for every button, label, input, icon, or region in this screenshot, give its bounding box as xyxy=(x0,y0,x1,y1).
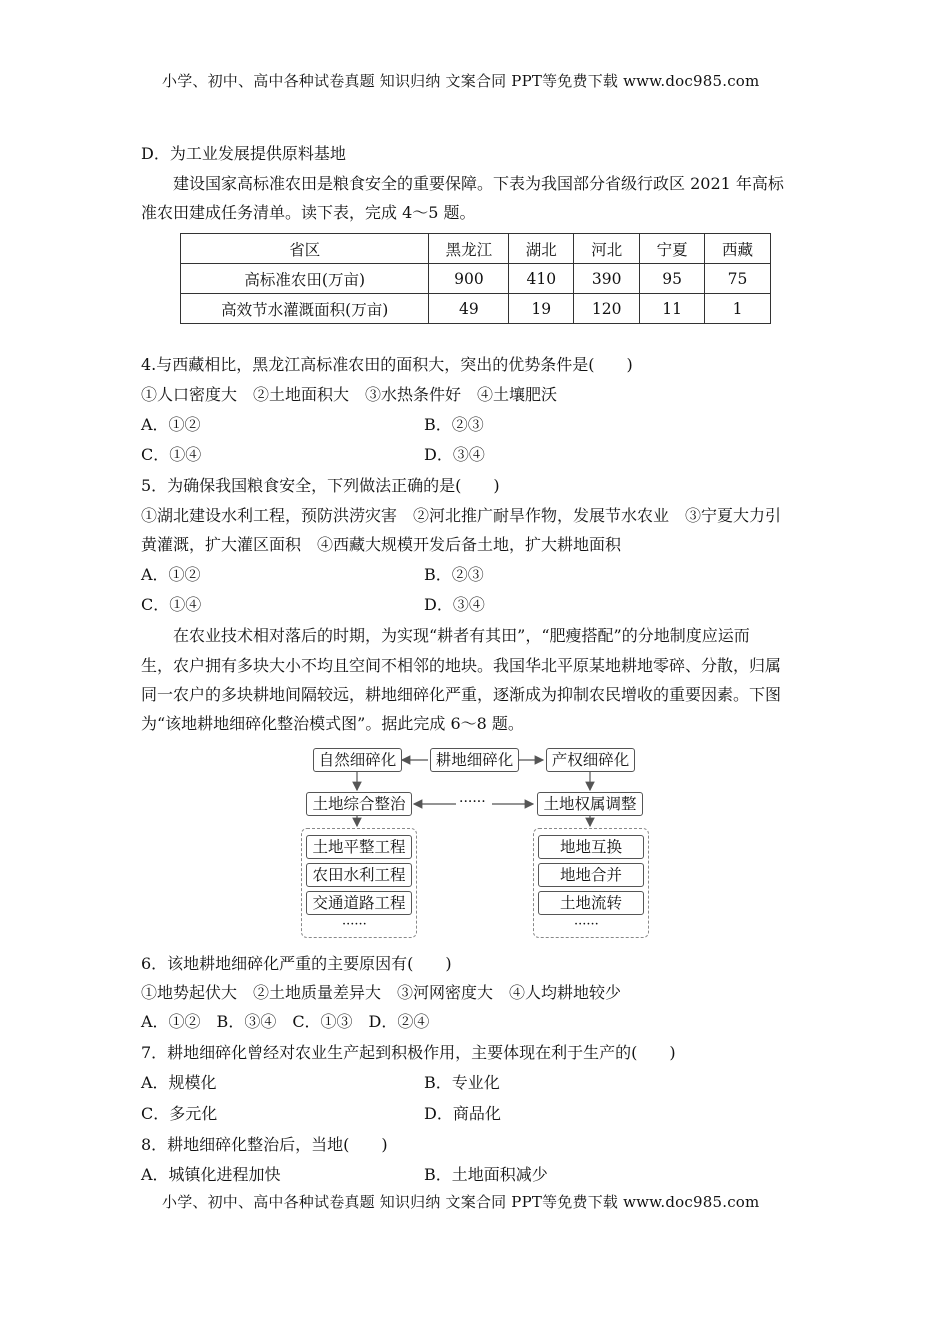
table-header-cell: 宁夏 xyxy=(640,234,705,264)
question-6-statements: ①地势起伏大 ②土地质量差异大 ③河网密度大 ④人均耕地较少 xyxy=(141,983,622,1002)
node-property-fragmentation: 产权细碎化 xyxy=(546,748,635,772)
question-5-option-c[interactable]: C．①④ xyxy=(141,595,202,614)
table-cell: 390 xyxy=(574,264,640,294)
question-8-option-a[interactable]: A．城镇化进程加快 xyxy=(141,1165,281,1184)
question-5-option-d[interactable]: D．③④ xyxy=(424,595,485,614)
table-cell: 高标准农田(万亩) xyxy=(181,264,429,294)
left-item-irrigation: 农田水利工程 xyxy=(306,863,412,887)
left-item-roads: 交通道路工程 xyxy=(306,891,412,915)
intro-paragraph-1-cont: 准农田建成任务清单。读下表，完成 4～5 题。 xyxy=(141,203,476,222)
question-4-option-a[interactable]: A．①② xyxy=(141,415,201,434)
question-8: 8．耕地细碎化整治后，当地( ) xyxy=(141,1135,388,1154)
intro-paragraph-2-cont3: 为“该地耕地细碎化整治模式图”。据此完成 6～8 题。 xyxy=(141,714,524,733)
question-5-option-b[interactable]: B．②③ xyxy=(424,565,484,584)
table-header-cell: 黑龙江 xyxy=(429,234,509,264)
right-item-more: ······ xyxy=(574,917,599,932)
question-6-choices[interactable]: A．①② B．③④ C．①③ D．②④ xyxy=(141,1012,430,1031)
table-cell: 19 xyxy=(509,294,574,324)
question-4-statements: ①人口密度大 ②土地面积大 ③水热条件好 ④土壤肥沃 xyxy=(141,385,558,404)
table-cell: 900 xyxy=(429,264,509,294)
right-item-transfer: 土地流转 xyxy=(538,891,644,915)
table-cell: 410 xyxy=(509,264,574,294)
question-6: 6．该地耕地细碎化严重的主要原因有( ) xyxy=(141,954,452,973)
right-item-exchange: 地地互换 xyxy=(538,835,644,859)
question-7-option-c[interactable]: C．多元化 xyxy=(141,1104,218,1123)
table-header-cell: 河北 xyxy=(574,234,640,264)
table-cell: 高效节水灌溉面积(万亩) xyxy=(181,294,429,324)
question-4-option-b[interactable]: B．②③ xyxy=(424,415,484,434)
question-5: 5．为确保我国粮食安全，下列做法正确的是( ) xyxy=(141,476,500,495)
question-5-statements-cont: 黄灌溉，扩大灌区面积 ④西藏大规模开发后备土地，扩大耕地面积 xyxy=(141,535,622,554)
table-cell: 95 xyxy=(640,264,705,294)
intro-paragraph-2: 在农业技术相对落后的时期，为实现“耕者有其田”，“肥瘦搭配”的分地制度应运而 xyxy=(173,626,750,645)
table-cell: 1 xyxy=(705,294,771,324)
question-7: 7．耕地细碎化曾经对农业生产起到积极作用，主要体现在利于生产的( ) xyxy=(141,1043,676,1062)
node-comprehensive-consolidation: 土地综合整治 xyxy=(306,792,412,816)
left-item-more: ······ xyxy=(342,917,367,932)
right-item-merge: 地地合并 xyxy=(538,863,644,887)
question-7-option-b[interactable]: B．专业化 xyxy=(424,1073,500,1092)
table-cell: 120 xyxy=(574,294,640,324)
table-header-cell: 湖北 xyxy=(509,234,574,264)
table-cell: 11 xyxy=(640,294,705,324)
intro-paragraph-1: 建设国家高标准农田是粮食安全的重要保障。下表为我国部分省级行政区 2021 年高标 xyxy=(173,174,784,193)
table-header-cell: 省区 xyxy=(181,234,429,264)
option-d-previous: D．为工业发展提供原料基地 xyxy=(141,144,346,163)
table-header-cell: 西藏 xyxy=(705,234,771,264)
table-cell: 75 xyxy=(705,264,771,294)
question-4: 4.与西藏相比，黑龙江高标准农田的面积大，突出的优势条件是( ) xyxy=(141,355,633,374)
question-5-option-a[interactable]: A．①② xyxy=(141,565,201,584)
page-header: 小学、初中、高中各种试卷真题 知识归纳 文案合同 PPT等免费下载 www.doc985.com xyxy=(162,72,760,90)
node-ownership-adjustment: 土地权属调整 xyxy=(537,792,643,816)
question-5-statements: ①湖北建设水利工程，预防洪涝灾害 ②河北推广耐旱作物，发展节水农业 ③宁夏大力引 xyxy=(141,506,782,525)
question-7-option-d[interactable]: D．商品化 xyxy=(424,1104,501,1123)
table-cell: 49 xyxy=(429,294,509,324)
intro-paragraph-2-cont1: 生，农户拥有多块大小不均且空间不相邻的地块。我国华北平原某地耕地零碎、分散，归属 xyxy=(141,656,782,675)
node-farmland-fragmentation: 耕地细碎化 xyxy=(430,748,519,772)
node-natural-fragmentation: 自然细碎化 xyxy=(313,748,402,772)
left-item-leveling: 土地平整工程 xyxy=(306,835,412,859)
question-8-option-b[interactable]: B．土地面积减少 xyxy=(424,1165,548,1184)
intro-paragraph-2-cont2: 同一农户的多块耕地间隔较远，耕地细碎化严重，逐渐成为抑制农民增收的重要因素。下图 xyxy=(141,685,782,704)
node-middle-dots: ······ xyxy=(459,794,486,810)
question-7-option-a[interactable]: A．规模化 xyxy=(141,1073,217,1092)
page-footer: 小学、初中、高中各种试卷真题 知识归纳 文案合同 PPT等免费下载 www.doc985.com xyxy=(162,1193,760,1211)
question-4-option-c[interactable]: C．①④ xyxy=(141,445,202,464)
question-4-option-d[interactable]: D．③④ xyxy=(424,445,485,464)
